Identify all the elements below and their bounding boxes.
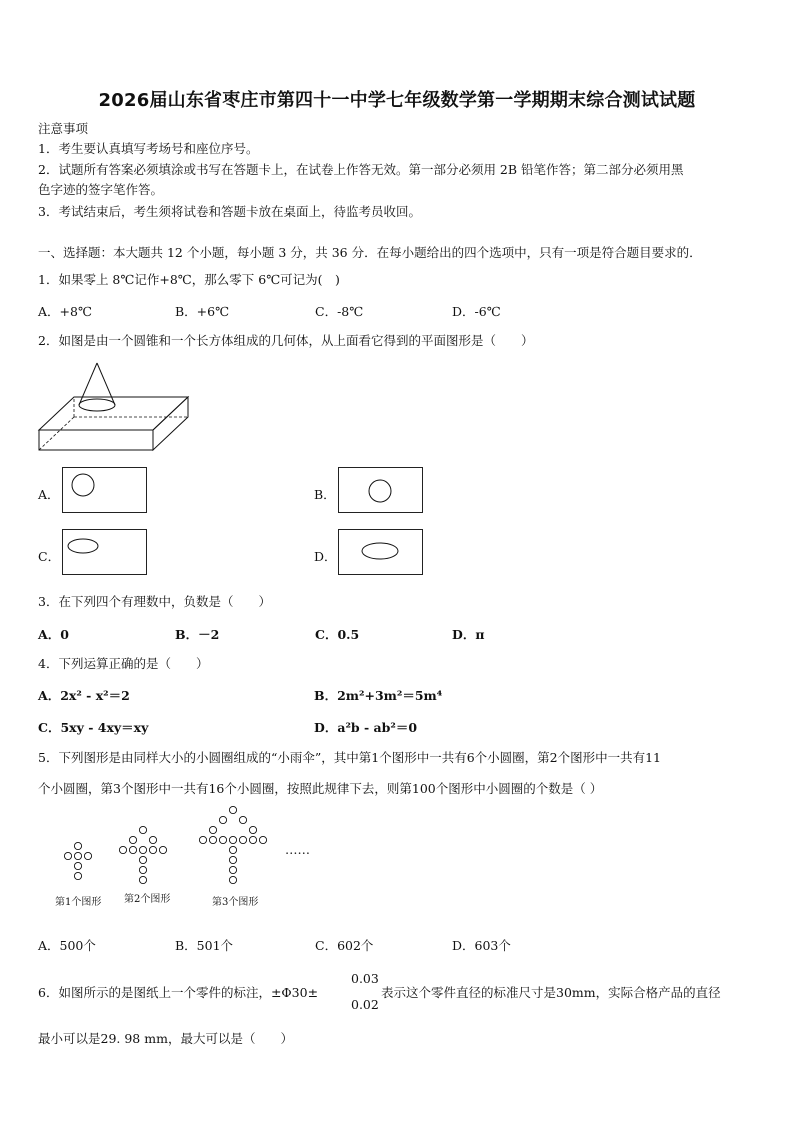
q2-option-b-label: B． — [314, 487, 336, 502]
q1-option-d: D．-6℃ — [452, 304, 501, 319]
q6-stem-part1: 6．如图所示的是图纸上一个零件的标注，±Φ30± — [38, 985, 319, 1000]
small-circle — [139, 826, 146, 833]
q4-option-c: C．5xy - 4xy＝xy — [38, 720, 149, 735]
q3-option-d: D．π — [452, 627, 485, 642]
q2-option-a-label: A． — [38, 487, 60, 502]
small-circle — [139, 876, 146, 883]
small-circle — [229, 806, 236, 813]
page-title: 2026届山东省枣庄市第四十一中学七年级数学第一学期期末综合测试试题 — [98, 90, 696, 111]
q2-option-c-figure — [62, 529, 147, 575]
small-circle — [74, 872, 81, 879]
small-circle — [249, 826, 256, 833]
q6-line2: 最小可以是29. 98 mm，最大可以是（ ） — [38, 1031, 293, 1046]
small-circle — [249, 836, 256, 843]
small-circle — [139, 866, 146, 873]
small-circle — [84, 852, 91, 859]
q1-option-b: B．+6℃ — [175, 304, 230, 319]
small-circle — [219, 816, 226, 823]
small-circle — [229, 856, 236, 863]
q5-fig-label-1: 第1个图形 — [55, 897, 102, 908]
q3-option-a: A．0 — [38, 627, 69, 642]
q2-option-c-label: C． — [38, 549, 61, 564]
q2-solid-figure — [36, 360, 196, 456]
q5-option-b: B．501个 — [175, 938, 234, 953]
q2-option-b-figure — [338, 467, 423, 513]
notice-item-2: 2．试题所有答案必须填涂或书写在答题卡上，在试卷上作答无效。第一部分必须用 2B 铅笔作答；第二部分必须用黑 — [38, 162, 684, 177]
q2-option-d-figure — [338, 529, 423, 575]
q3-option-b: B．－2 — [175, 627, 220, 642]
small-circle — [159, 846, 166, 853]
notice-item-3: 3．考试结束后，考生须将试卷和答题卡放在桌面上，待监考员收回。 — [38, 204, 421, 219]
q4-option-b: B．2m²+3m²＝5m⁴ — [314, 688, 443, 703]
q1-stem: 1．如果零上 8℃记作+8℃，那么零下 6℃可记为( ) — [38, 272, 340, 287]
small-circle — [209, 836, 216, 843]
q5-fig-label-3: 第3个图形 — [212, 897, 259, 908]
small-circle — [74, 842, 81, 849]
small-circle — [209, 826, 216, 833]
q2-option-a-figure — [62, 467, 147, 513]
small-circle — [239, 836, 246, 843]
q5-stem-line2: 个小圆圈，第3个图形中一共有16个小圆圈，按照此规律下去，则第100个图形中小圆圈的个数是（ ） — [38, 781, 603, 796]
q4-option-d: D．a²b - ab²＝0 — [314, 720, 418, 735]
small-circle — [149, 846, 156, 853]
q5-fig-label-2: 第2个图形 — [124, 894, 171, 905]
q6-lower-deviation: 0.02 — [351, 997, 379, 1012]
notice-heading: 注意事项 — [38, 121, 89, 136]
small-circle — [229, 846, 236, 853]
q2-option-d-label: D． — [314, 549, 337, 564]
notice-item-2-cont: 色字迹的签字笔作答。 — [38, 182, 164, 197]
small-circle — [199, 836, 206, 843]
small-circle — [219, 836, 226, 843]
small-circle — [129, 846, 136, 853]
section-heading: 一、选择题：本大题共 12 个小题，每小题 3 分，共 36 分．在每小题给出的四个选项中，只有一项是符合题目要求的． — [38, 245, 702, 260]
small-circle — [149, 836, 156, 843]
q6-upper-deviation: 0.03 — [351, 971, 379, 986]
small-circle — [229, 836, 236, 843]
small-circle — [229, 876, 236, 883]
q5-ellipsis: …… — [285, 842, 310, 857]
small-circle — [74, 852, 81, 859]
small-circle — [259, 836, 266, 843]
q5-option-a: A．500个 — [38, 938, 96, 953]
small-circle — [129, 836, 136, 843]
q6-stem-part2: 表示这个零件直径的标准尺寸是30mm，实际合格产品的直径 — [381, 985, 721, 1000]
small-circle — [64, 852, 71, 859]
small-circle — [139, 846, 146, 853]
small-circle — [119, 846, 126, 853]
q2-stem: 2．如图是由一个圆锥和一个长方体组成的几何体，从上面看它得到的平面图形是（ ） — [38, 333, 534, 348]
q1-option-a: A．+8℃ — [38, 304, 92, 319]
small-circle — [229, 866, 236, 873]
q5-stem-line1: 5．下列图形是由同样大小的小圆圈组成的“小雨伞”，其中第1个图形中一共有6个小圆圈，第2个图形中一共有11 — [38, 750, 662, 765]
q3-option-c: C．0.5 — [315, 627, 360, 642]
q4-option-a: A．2x² - x²＝2 — [38, 688, 130, 703]
notice-item-1: 1．考生要认真填写考场号和座位序号。 — [38, 141, 259, 156]
q3-stem: 3．在下列四个有理数中，负数是（ ） — [38, 594, 271, 609]
small-circle — [139, 856, 146, 863]
q5-option-d: D．603个 — [452, 938, 511, 953]
small-circle — [74, 862, 81, 869]
q1-option-c: C．-8℃ — [315, 304, 364, 319]
q4-stem: 4．下列运算正确的是（ ） — [38, 656, 209, 671]
q5-option-c: C．602个 — [315, 938, 374, 953]
small-circle — [239, 816, 246, 823]
